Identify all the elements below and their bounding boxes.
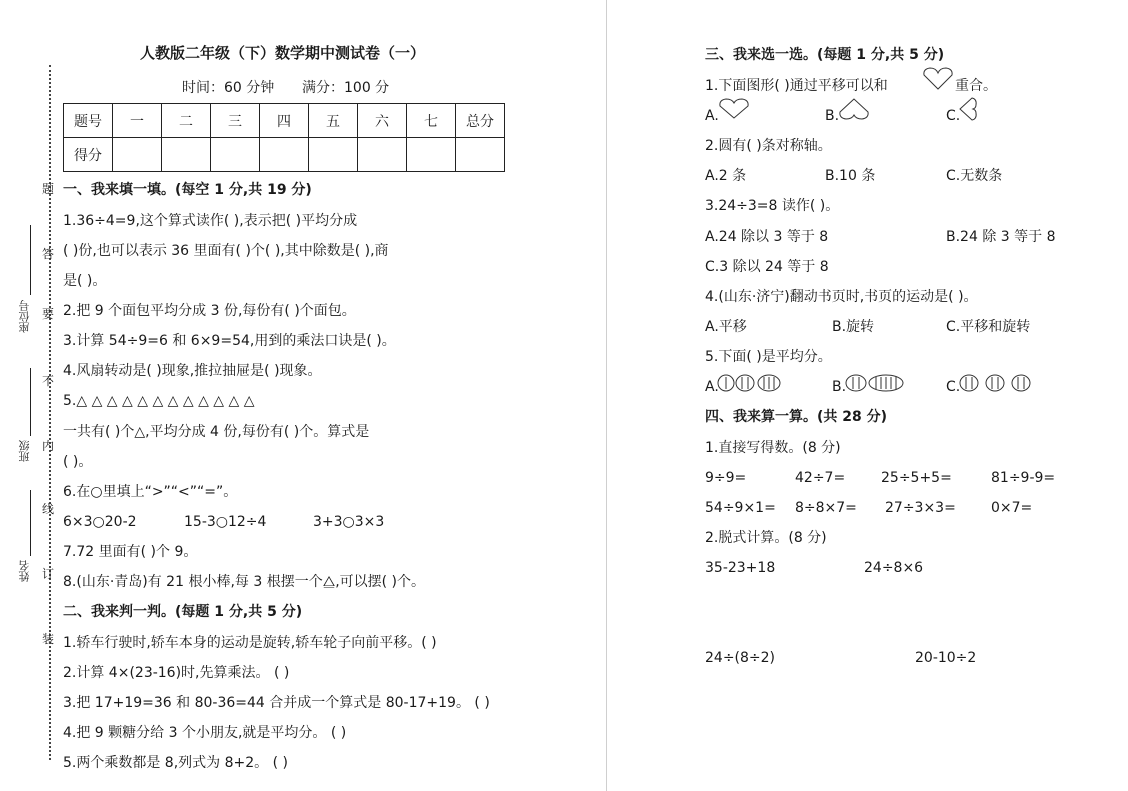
binding-char-5: 内 [42,439,55,453]
q5-option-a-label: A. [705,379,719,395]
q2-option-c: C.无数条 [946,168,1003,184]
binding-char-6: 线 [42,502,55,516]
score-header-cell: 题号 [64,104,113,138]
mental-calc-item: 8÷8×7= [795,500,857,516]
stick-groups-c-icon [959,373,1033,393]
score-cell[interactable] [456,138,505,172]
binding-char-3: 要 [42,307,55,321]
q5-option-c-label: C. [946,379,961,395]
section1-line: 6.在○里填上“>”“<”“=”。 [63,484,238,500]
stepwise-calc-item: 20-10÷2 [915,650,977,666]
q4-text: 4.(山东·济宁)翻动书页时,书页的运动是( )。 [705,289,978,305]
section2-line: 4.把 9 颗糖分给 3 个小朋友,就是平均分。 ( ) [63,725,347,741]
binding-char-7: 订 [42,567,55,581]
stepwise-calc-item: 24÷8×6 [864,560,924,576]
seat-number-line [30,225,31,295]
score-table [63,103,505,172]
q4-option-b: B.旋转 [832,319,875,335]
full-score: 满分：100 分 [302,80,390,96]
time-limit: 时间：60 分钟 [182,80,275,96]
binding-char-2: 答 [42,247,55,261]
section1-line: 2.把 9 个面包平均分成 3 份,每份有( )个面包。 [63,303,356,319]
score-cell[interactable] [113,138,162,172]
q2-option-a: A.2 条 [705,168,747,184]
page-divider [606,0,607,791]
seat-number-label: 座位号 [18,300,31,333]
section2-line: 1.轿车行驶时,轿车本身的运动是旋转,轿车轮子向前平移。( ) [63,635,437,651]
q5-option-b-label: B. [832,379,847,395]
score-header-cell: 三 [211,104,260,138]
score-header-cell: 五 [309,104,358,138]
section1-line: 4.风扇转动是( )现象,推拉抽屉是( )现象。 [63,363,322,379]
mental-calc-item: 81÷9-9= [991,470,1056,486]
heart-shape-icon [922,67,954,91]
binding-char-8: 装 [42,632,55,646]
q4-option-c: C.平移和旋转 [946,319,1031,335]
binding-char-1: 题 [42,182,55,196]
mental-calc-item: 25÷5+5= [881,470,952,486]
exam-title: 人教版二年级（下）数学期中测试卷（一） [140,44,426,62]
section1-triangles: 5.△ △ △ △ △ △ △ △ △ △ △ △ [63,393,255,409]
q2-option-b: B.10 条 [825,168,876,184]
score-cell[interactable] [407,138,456,172]
score-header-cell: 四 [260,104,309,138]
section4-heading: 四、我来算一算。(共 28 分) [705,409,888,425]
heart-option-b-icon [838,98,870,120]
class-line [30,368,31,436]
heart-option-c-icon [958,97,978,121]
section2-heading: 二、我来判一判。(每题 1 分,共 5 分) [63,604,303,620]
name-label: 姓名 [18,560,31,582]
section3-heading: 三、我来选一选。(每题 1 分,共 5 分) [705,47,945,63]
binding-dotted-line [49,65,51,760]
score-table-header-row [64,104,505,138]
stick-groups-a-icon [717,373,783,393]
score-header-cell: 七 [407,104,456,138]
section1-line: ( )份,也可以表示 36 里面有( )个( ),其中除数是( ),商 [63,243,389,259]
section2-line: 2.计算 4×(23-16)时,先算乘法。 ( ) [63,665,290,681]
section1-line: 一共有( )个△,平均分成 4 份,每份有( )个。算式是 [63,424,370,440]
section1-line: 1.36÷4=9,这个算式读作( ),表示把( )平均分成 [63,213,358,229]
compare-item-2: 15-3○12÷4 [184,514,267,530]
name-line [30,490,31,556]
heart-option-a-icon [718,98,750,120]
mental-calc-item: 54÷9×1= [705,500,776,516]
score-cell[interactable] [162,138,211,172]
q3-option-a: A.24 除以 3 等于 8 [705,229,829,245]
stepwise-calc-item: 24÷(8÷2) [705,650,776,666]
q5-text: 5.下面( )是平均分。 [705,349,832,365]
section4-sub1: 1.直接写得数。(8 分) [705,440,841,456]
score-header-cell: 二 [162,104,211,138]
score-row-label: 得分 [64,138,113,172]
mental-calc-item: 42÷7= [795,470,846,486]
q2-text: 2.圆有( )条对称轴。 [705,138,832,154]
section1-heading: 一、我来填一填。(每空 1 分,共 19 分) [63,182,312,198]
stick-groups-b-icon [845,373,905,393]
compare-item-1: 6×3○20-2 [63,514,137,530]
section2-line: 5.两个乘数都是 8,列式为 8+2。 ( ) [63,755,288,771]
score-table-score-row [64,138,505,172]
section1-line: 8.(山东·青岛)有 21 根小棒,每 3 根摆一个⧋,可以摆( )个。 [63,574,426,590]
section4-sub2: 2.脱式计算。(8 分) [705,530,827,546]
q3-option-b: B.24 除 3 等于 8 [946,229,1056,245]
mental-calc-item: 9÷9= [705,470,747,486]
score-cell[interactable] [358,138,407,172]
q1-option-a-label: A. [705,108,719,124]
score-header-cell: 一 [113,104,162,138]
section1-line: 是( )。 [63,273,107,289]
score-cell[interactable] [309,138,358,172]
q1-text-a: 1.下面图形( )通过平移可以和 [705,78,888,94]
q1-option-c-label: C. [946,108,961,124]
q1-text-b: 重合。 [955,78,997,94]
score-header-cell: 总分 [456,104,505,138]
q3-option-c: C.3 除以 24 等于 8 [705,259,829,275]
section1-line: 7.72 里面有( )个 9。 [63,544,198,560]
section2-line: 3.把 17+19=36 和 80-36=44 合并成一个算式是 80-17+19。 ( ) [63,695,490,711]
q3-text: 3.24÷3=8 读作( )。 [705,198,840,214]
class-label: 班级 [18,440,31,462]
compare-item-3: 3+3○3×3 [313,514,385,530]
section1-line: ( )。 [63,454,93,470]
score-header-cell: 六 [358,104,407,138]
mental-calc-item: 27÷3×3= [885,500,956,516]
score-cell[interactable] [211,138,260,172]
q1-option-b-label: B. [825,108,840,124]
mental-calc-item: 0×7= [991,500,1033,516]
binding-char-4: 不 [42,374,55,388]
score-cell[interactable] [260,138,309,172]
q4-option-a: A.平移 [705,319,747,335]
stepwise-calc-item: 35-23+18 [705,560,776,576]
section1-line: 3.计算 54÷9=6 和 6×9=54,用到的乘法口诀是( )。 [63,333,396,349]
